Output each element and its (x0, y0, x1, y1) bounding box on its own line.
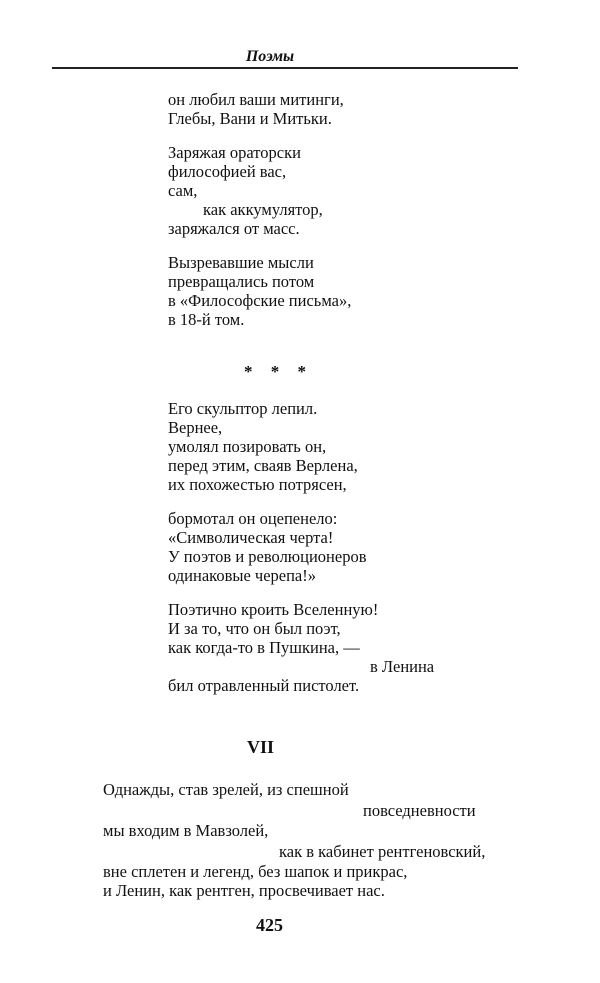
verse-line: Заряжая ораторски (168, 143, 301, 162)
verse-line: Однажды, став зрелей, из спешной (103, 780, 349, 799)
verse-line: Вернее, (168, 418, 223, 437)
section-heading: VII (247, 737, 275, 757)
verse-line: бормотал он оцепенело: (168, 509, 338, 528)
verse-line: умолял позировать он, (168, 437, 327, 456)
running-header: Поэмы (245, 48, 295, 65)
header-rule (52, 67, 518, 69)
verse-line: Вызревавшие мысли (168, 253, 314, 272)
verse-line: перед этим, сваяв Верлена, (168, 456, 358, 475)
verse-line: Глебы, Вани и Митьки. (168, 109, 332, 128)
verse-line: заряжался от масс. (168, 219, 300, 238)
verse-line: в 18-й том. (168, 310, 245, 329)
verse-line: повседневности (363, 801, 476, 820)
verse-line: их похожестью потрясен, (168, 475, 347, 494)
verse-line: И за то, что он был поэт, (168, 619, 341, 638)
verse-line: одинаковые черепа!» (168, 566, 317, 585)
verse-line: Поэтично кроить Вселенную! (168, 600, 379, 619)
section-separator: * * * (244, 362, 313, 381)
verse-line: У поэтов и революционеров (168, 547, 367, 566)
verse-line: превращались потом (168, 272, 315, 291)
page-number: 425 (256, 915, 283, 935)
verse-line: как когда-то в Пушкина, — (168, 638, 360, 657)
verse-line: бил отравленный пистолет. (168, 676, 360, 695)
verse-line: как в кабинет рентгеновский, (279, 842, 486, 861)
verse-line: он любил ваши митинги, (168, 90, 344, 109)
verse-line: мы входим в Мавзолей, (103, 821, 269, 840)
verse-line: и Ленин, как рентген, просвечивает нас. (103, 881, 385, 900)
verse-line: в Ленина (370, 657, 435, 676)
verse-line: вне сплетен и легенд, без шапок и прикрас, (103, 862, 408, 881)
verse-line: Его скульптор лепил. (168, 399, 318, 418)
verse-line: сам, (168, 181, 198, 200)
verse-line: «Символическая черта! (168, 528, 334, 547)
verse-line: философией вас, (168, 162, 287, 181)
verse-line: в «Философские письма», (168, 291, 352, 310)
verse-line: как аккумулятор, (203, 200, 323, 219)
